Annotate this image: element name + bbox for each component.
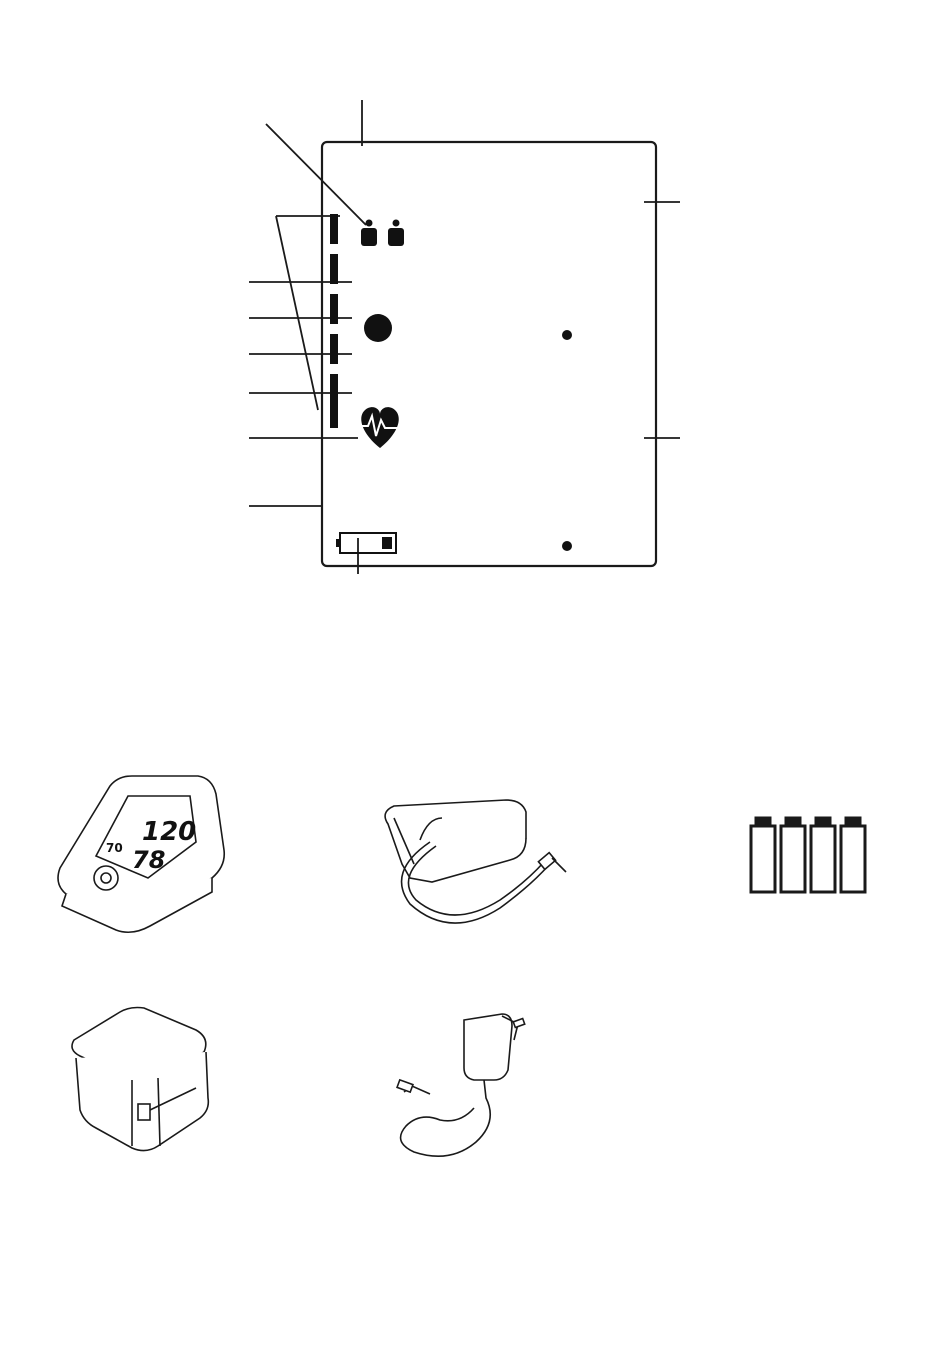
svg-text:78: 78 bbox=[132, 846, 166, 874]
power-adapter-illustration bbox=[397, 1014, 525, 1156]
case-illustration bbox=[72, 1008, 208, 1151]
cuff-illustration bbox=[385, 800, 566, 923]
svg-text:70: 70 bbox=[106, 841, 123, 855]
batteries-illustration bbox=[751, 818, 865, 892]
svg-text:120: 120 bbox=[142, 817, 197, 847]
blood-pressure-monitor-illustration bbox=[58, 776, 224, 932]
